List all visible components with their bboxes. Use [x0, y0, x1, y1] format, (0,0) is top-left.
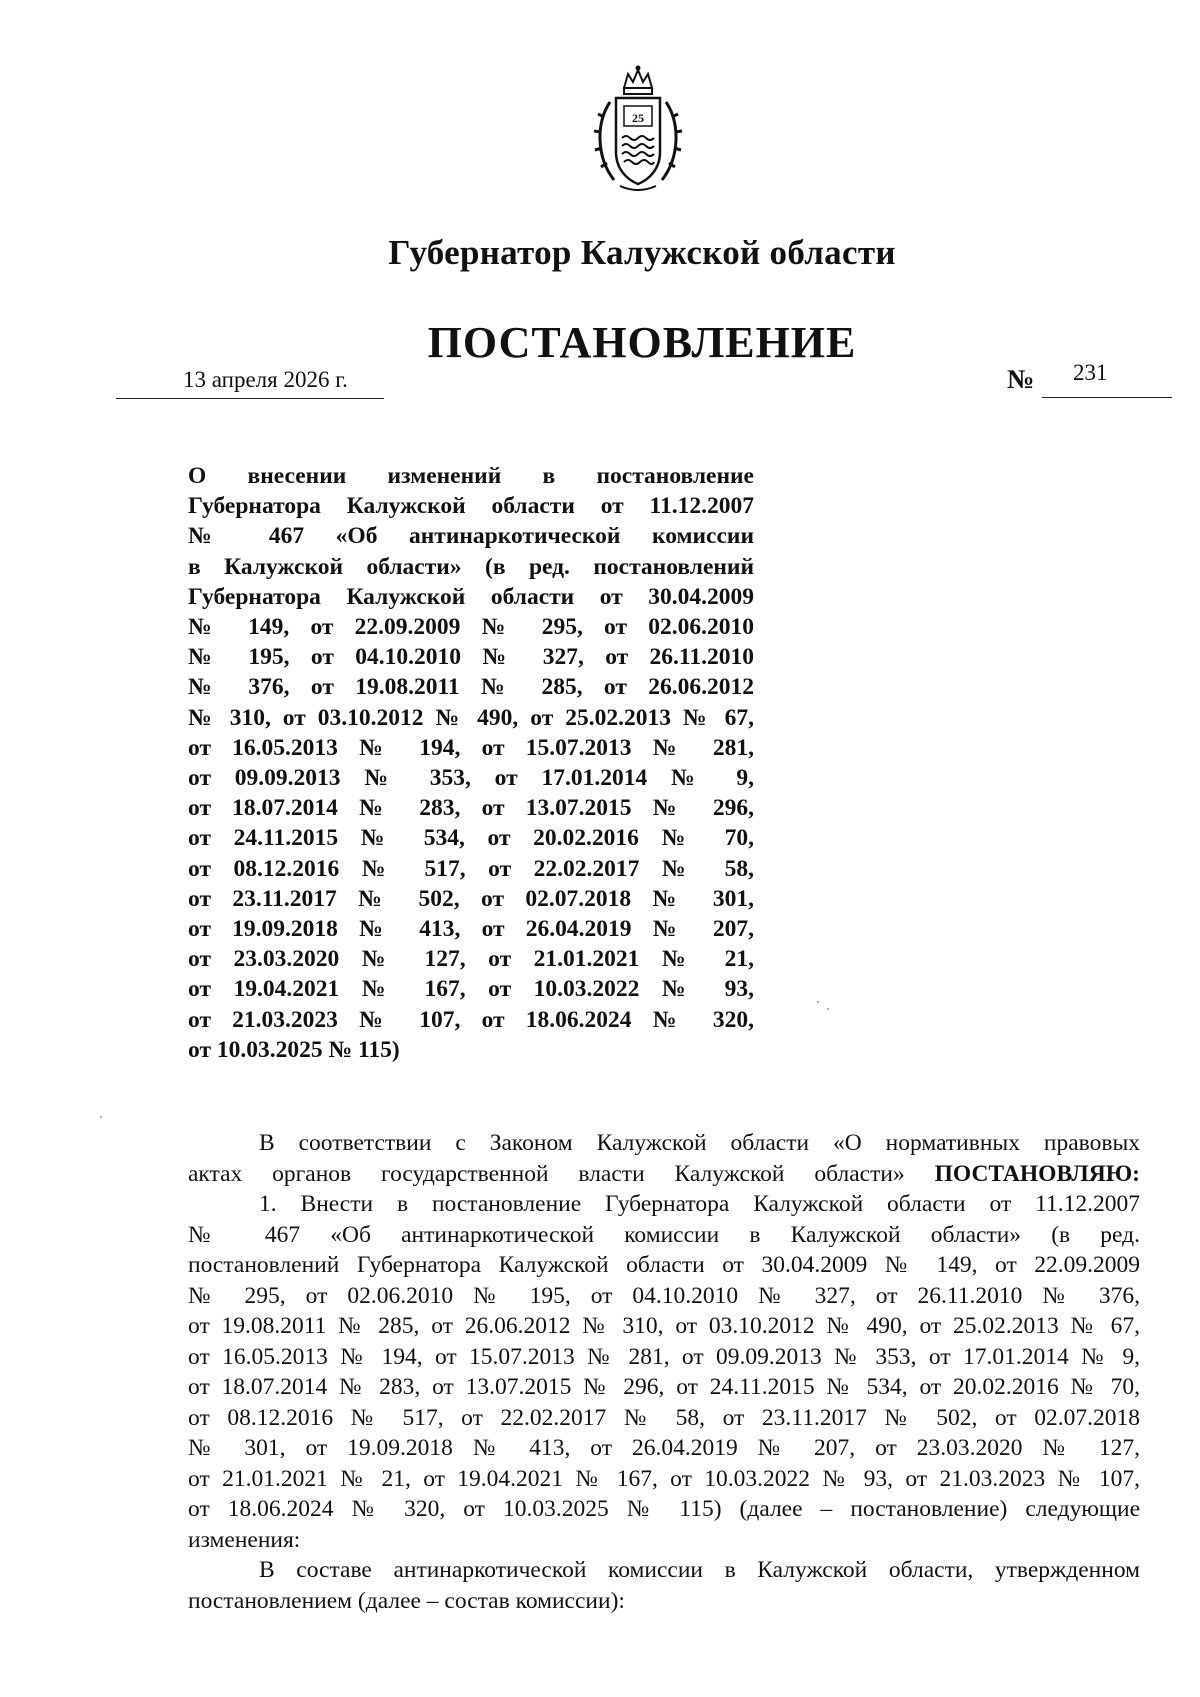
heading-line: № 310, от 03.10.2012 № 490, от 25.02.2013 № 67,: [188, 704, 754, 731]
heading-line: Губернатора Калужской области от 11.12.2007: [188, 493, 754, 520]
heading-line: от 21.03.2023 № 107, от 18.06.2024 № 320,: [188, 1006, 754, 1033]
heading-line: от 24.11.2015 № 534, от 20.02.2016 № 70,: [188, 825, 754, 852]
scan-speck: [817, 1001, 819, 1003]
item-line: № 301, от 19.09.2018 № 413, от 26.04.2019 № 207, от 23.03.2020 № 127,: [188, 1435, 1140, 1461]
heading-line: № 376, от 19.08.2011 № 285, от 26.06.2012: [188, 674, 754, 701]
heading-line: от 18.07.2014 № 283, от 13.07.2015 № 296,: [188, 795, 754, 822]
composition-line: постановлением (далее – состав комиссии):: [188, 1587, 625, 1614]
heading-line: от 08.12.2016 № 517, от 22.02.2017 № 58,: [188, 855, 754, 882]
svg-text:25: 25: [632, 111, 644, 125]
document-heading: [188, 461, 754, 1065]
document-number: 231: [1073, 360, 1108, 385]
document-date: 13 апреля 2026 г.: [183, 367, 348, 392]
scan-speck: [100, 1116, 102, 1118]
issuer-title: Губернатор Калужской области: [388, 233, 896, 272]
heading-line: от 16.05.2013 № 194, от 15.07.2013 № 281,: [188, 734, 754, 761]
preamble-line: [188, 1159, 1140, 1190]
heading-line: от 19.04.2021 № 167, от 10.03.2022 № 93,: [188, 976, 754, 1003]
heading-line: в Калужской области» (в ред. постановлений: [188, 553, 754, 580]
resolve-keyword: ПОСТАНОВЛЯЮ:: [934, 1160, 1140, 1187]
heading-line: от 10.03.2025 № 115): [188, 1036, 400, 1063]
item-line: от 19.08.2011 № 285, от 26.06.2012 № 310, от 03.10.2012 № 490, от 25.02.2013 № 67,: [188, 1313, 1140, 1339]
heading-line: от 19.09.2018 № 413, от 26.04.2019 № 207,: [188, 916, 754, 943]
coat-of-arms-icon: [588, 62, 688, 202]
item-line: от 18.07.2014 № 283, от 13.07.2015 № 296, от 24.11.2015 № 534, от 20.02.2016 № 70,: [188, 1374, 1140, 1400]
scan-speck: [827, 1008, 829, 1010]
item-line: постановлений Губернатора Калужской области от 30.04.2009 № 149, от 22.09.2009: [188, 1252, 1140, 1278]
item-line: № 295, от 02.06.2010 № 195, от 04.10.2010 № 327, от 26.11.2010 № 376,: [188, 1282, 1140, 1309]
document-body: [188, 1128, 1140, 1616]
heading-line: № 149, от 22.09.2009 № 295, от 02.06.2010: [188, 614, 754, 641]
date-line: [116, 367, 384, 399]
item-line: изменения:: [188, 1526, 301, 1553]
number-line: [1042, 397, 1172, 398]
heading-line: О внесении изменений в постановление: [188, 463, 754, 489]
document-type: ПОСТАНОВЛЕНИЕ: [427, 318, 857, 367]
item-line: от 08.12.2016 № 517, от 22.02.2017 № 58, от 23.11.2017 № 502, от 02.07.2018: [188, 1404, 1140, 1431]
heading-line: от 23.11.2017 № 502, от 02.07.2018 № 301,: [188, 885, 754, 912]
heading-line: № 467 «Об антинаркотической комиссии: [188, 523, 754, 550]
composition-line: В составе антинаркотической комиссии в Калужской области, утвержденном: [259, 1557, 1140, 1583]
number-label: №: [1007, 364, 1035, 394]
preamble-text: актах органов государственной власти Калужской области»: [188, 1160, 905, 1187]
heading-line: Губернатора Калужской области от 30.04.2009: [188, 583, 754, 610]
heading-line: от 23.03.2020 № 127, от 21.01.2021 № 21,: [188, 946, 754, 973]
item-line: № 467 «Об антинаркотической комиссии в Калужской области» (в ред.: [188, 1221, 1140, 1248]
item-line: от 16.05.2013 № 194, от 15.07.2013 № 281, от 09.09.2013 № 353, от 17.01.2014 № 9,: [188, 1343, 1140, 1370]
item-line: 1. Внести в постановление Губернатора Калужской области от 11.12.2007: [259, 1191, 1140, 1217]
heading-line: от 09.09.2013 № 353, от 17.01.2014 № 9,: [188, 765, 754, 792]
preamble-line: В соответствии с Законом Калужской области «О нормативных правовых: [259, 1130, 1140, 1156]
item-line: от 18.06.2024 № 320, от 10.03.2025 № 115) (далее – постановление) следующие: [188, 1496, 1140, 1522]
item-line: от 21.01.2021 № 21, от 19.04.2021 № 167, от 10.03.2022 № 93, от 21.03.2023 № 107,: [188, 1465, 1140, 1492]
heading-line: № 195, от 04.10.2010 № 327, от 26.11.2010: [188, 644, 754, 671]
